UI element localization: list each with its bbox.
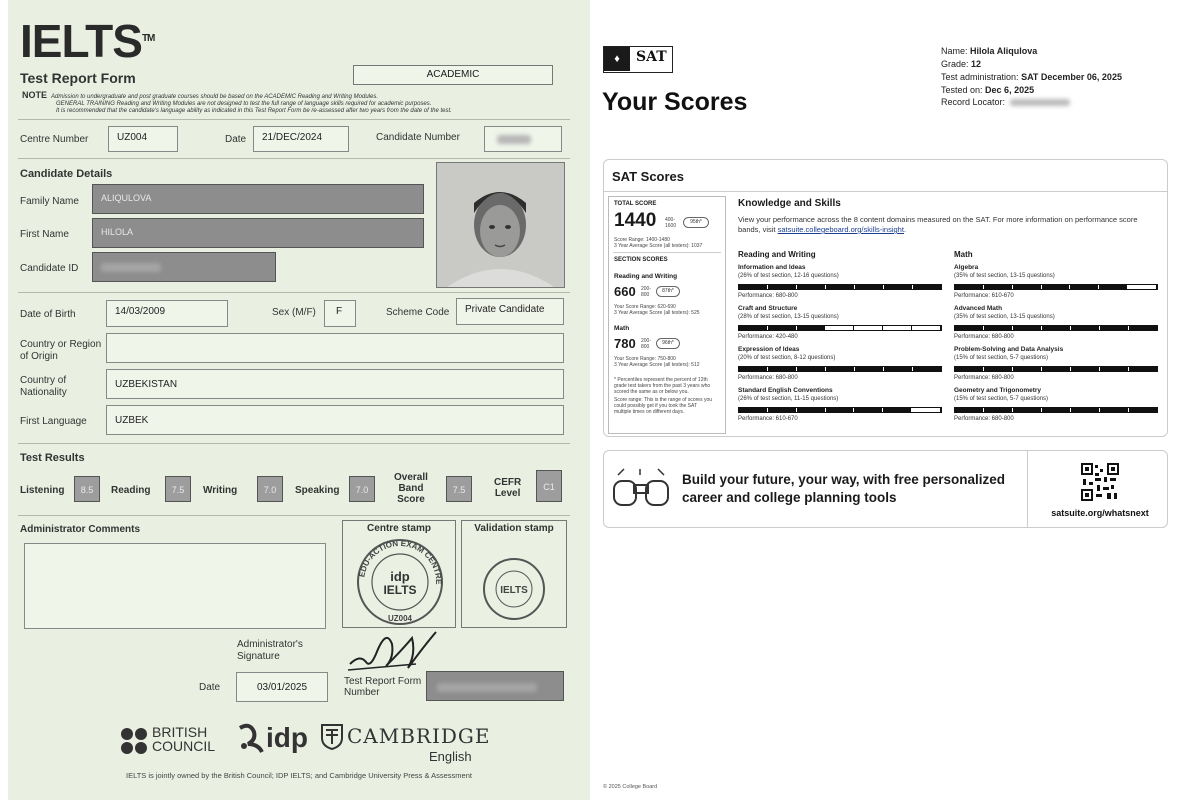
cefr-label: CEFR Level	[494, 477, 522, 499]
bar-segment-filled	[739, 367, 768, 371]
performance-range: Performance: 680-800	[954, 375, 1014, 381]
tested-on: Tested on: Dec 6, 2025	[941, 85, 1035, 95]
performance-bar	[738, 366, 942, 372]
nationality-label: Country of Nationality	[20, 375, 67, 398]
bar-segment-filled	[1099, 285, 1128, 289]
bar-segment-filled	[1070, 285, 1099, 289]
bar-segment-filled	[1013, 326, 1042, 330]
bar-segment-filled	[955, 408, 984, 412]
rw-column-title: Reading and Writing	[738, 250, 816, 259]
bar-segment-empty	[883, 326, 912, 330]
admin-comments-box	[24, 543, 326, 629]
promo-text: Build your future, your way, with free personalized career and college planning tools	[682, 472, 1006, 505]
validation-seal	[476, 551, 552, 627]
sat-report	[598, 0, 1200, 800]
candidate-number-label: Candidate Number	[376, 132, 460, 143]
signature-date-label: Date	[199, 682, 221, 693]
page-title: Your Scores	[602, 88, 748, 116]
domain-item	[738, 387, 943, 427]
bar-segment-filled	[797, 326, 826, 330]
domain-name: Information and Ideas	[738, 264, 806, 271]
ks-description: View your performance across the 8 content domains measured on the SAT. For more information on performance score bands, visit satsuite.collegeboard.org/skills-insight.	[738, 215, 1138, 234]
country-origin-label: Country or Region of Origin	[20, 339, 102, 362]
bar-segment-filled	[984, 367, 1013, 371]
performance-range: Performance: 680-800	[738, 375, 798, 381]
reading-label: Reading	[111, 485, 151, 496]
domain-item	[954, 346, 1159, 386]
svg-text:UZ004: UZ004	[387, 614, 413, 623]
bar-segment-filled	[1042, 367, 1071, 371]
writing-score: 7.0	[257, 476, 283, 502]
first-name: HILOLA	[92, 218, 424, 248]
bar-segment-filled	[913, 285, 941, 289]
performance-range: Performance: 420-480	[738, 334, 798, 340]
bar-segment-filled	[826, 408, 855, 412]
dob-label: Date of Birth	[20, 309, 76, 320]
domain-item	[738, 346, 943, 386]
bar-segment-filled	[984, 285, 1013, 289]
first-language: UZBEK	[106, 405, 564, 435]
domain-detail: (35% of test section, 13-15 questions)	[954, 273, 1055, 279]
total-score: 1440	[614, 210, 657, 231]
record-locator: Record Locator:	[941, 97, 1006, 107]
bar-segment-filled	[955, 367, 984, 371]
admin-signature-label: Administrator's Signature	[237, 639, 303, 662]
svg-text:IELTS: IELTS	[500, 585, 528, 596]
performance-bar	[954, 366, 1158, 372]
svg-text:EDU-ACTION EXAM CENTRE: EDU-ACTION EXAM CENTRE	[357, 538, 444, 585]
ielts-footer: IELTS is jointly owned by the British Council; IDP IELTS; and Cambridge University Press & Assessment	[126, 771, 472, 780]
bar-segment-empty	[912, 408, 941, 412]
scheme-code: Private Candidate	[456, 298, 564, 325]
domain-name: Geometry and Trigonometry	[954, 387, 1042, 394]
module-box: ACADEMIC	[353, 65, 553, 85]
bar-segment-filled	[768, 285, 797, 289]
form-title: Test Report Form	[20, 70, 136, 86]
bar-segment-filled	[768, 326, 797, 330]
bar-segment-filled	[855, 367, 884, 371]
bar-segment-filled	[826, 285, 855, 289]
speaking-label: Speaking	[295, 485, 340, 496]
sex-label: Sex (M/F)	[272, 307, 316, 318]
overall-label: Overall Band Score	[394, 472, 428, 505]
domain-name: Expression of Ideas	[738, 346, 800, 353]
speaking-score: 7.0	[349, 476, 375, 502]
bar-segment-filled	[1013, 285, 1042, 289]
first-name-label: First Name	[20, 229, 69, 240]
signature-icon	[346, 624, 456, 674]
sex: F	[324, 300, 356, 327]
bar-segment-filled	[1013, 408, 1042, 412]
domain-item	[738, 264, 943, 304]
performance-range: Performance: 680-800	[738, 293, 798, 299]
centre-stamp-box: Centre stamp EDU-ACTION EXAM CENTRE idp IELTS UZ004	[342, 520, 456, 628]
domain-detail: (26% of test section, 11-15 questions)	[738, 396, 839, 402]
centre-number-label: Centre Number	[20, 134, 89, 145]
performance-range: Performance: 680-800	[954, 416, 1014, 422]
card-title: SAT Scores	[612, 169, 685, 184]
performance-bar	[738, 325, 942, 331]
bar-segment-filled	[984, 326, 1013, 330]
bar-segment-filled	[1100, 367, 1129, 371]
performance-bar	[738, 407, 942, 413]
domain-detail: (15% of test section, 5-7 questions)	[954, 396, 1049, 402]
svg-text:idp: idp	[390, 569, 410, 584]
test-results-heading: Test Results	[20, 452, 85, 464]
domain-item	[954, 387, 1159, 427]
domain-name: Problem-Solving and Data Analysis	[954, 346, 1064, 353]
listening-label: Listening	[20, 485, 65, 496]
listening-score: 8.5	[74, 476, 100, 502]
bar-segment-filled	[1013, 367, 1042, 371]
grade: Grade: 12	[941, 59, 982, 69]
british-council-logo: BRITISH COUNCIL	[120, 727, 148, 760]
family-name: ALIQULOVA	[92, 184, 424, 214]
bar-segment-filled	[955, 326, 984, 330]
math-percentile: 96th*	[656, 338, 680, 349]
centre-number: UZ004	[108, 126, 178, 152]
bar-segment-filled	[1100, 408, 1129, 412]
idp-logo: idp	[236, 722, 264, 759]
centre-stamp-seal	[353, 537, 447, 627]
bar-segment-filled	[855, 285, 884, 289]
family-name-label: Family Name	[20, 196, 79, 207]
performance-bar	[954, 407, 1158, 413]
bar-segment-filled	[1042, 285, 1071, 289]
domain-detail: (35% of test section, 13-15 questions)	[954, 314, 1055, 320]
total-percentile: 95th*	[683, 217, 709, 228]
bar-segment-filled	[768, 408, 797, 412]
bar-segment-filled	[854, 408, 883, 412]
dob: 14/03/2009	[106, 300, 228, 327]
bar-segment-filled	[984, 408, 1013, 412]
sat-logo: ♦ SAT	[603, 46, 673, 73]
performance-range: Performance: 680-800	[954, 334, 1014, 340]
test-administration: Test administration: SAT December 06, 2025	[941, 72, 1122, 82]
promo-card	[603, 450, 1168, 528]
test-date: 21/DEC/2024	[253, 126, 349, 152]
bar-segment-filled	[955, 285, 984, 289]
admin-comments-label: Administrator Comments	[20, 524, 141, 535]
signature-date: 03/01/2025	[236, 672, 328, 702]
bar-segment-empty	[826, 326, 855, 330]
student-name: Name: Hilola Aliqulova	[941, 46, 1038, 56]
scheme-code-label: Scheme Code	[386, 307, 450, 318]
performance-bar	[954, 284, 1158, 290]
bar-segment-filled	[797, 367, 826, 371]
bar-segment-filled	[739, 408, 768, 412]
domain-item	[738, 305, 943, 345]
bar-segment-filled	[797, 408, 826, 412]
bar-segment-empty	[854, 326, 883, 330]
candidate-photo	[436, 162, 565, 288]
nationality: UZBEKISTAN	[106, 369, 564, 399]
bar-segment-empty	[1128, 285, 1157, 289]
bar-segment-filled	[1129, 367, 1157, 371]
validation-stamp-box: Validation stamp IELTS	[461, 520, 567, 628]
bar-segment-filled	[1129, 408, 1157, 412]
candidate-id-label: Candidate ID	[20, 263, 79, 274]
candidate-number	[484, 126, 562, 152]
binoculars-icon	[610, 467, 672, 511]
domain-name: Advanced Math	[954, 305, 1003, 312]
bar-segment-filled	[826, 367, 855, 371]
bar-segment-filled	[1071, 367, 1100, 371]
skills-insight-link[interactable]: satsuite.collegeboard.org/skills-insight	[777, 225, 904, 234]
writing-label: Writing	[203, 485, 238, 496]
candidate-details-heading: Candidate Details	[20, 168, 113, 180]
bar-segment-filled	[1042, 326, 1071, 330]
performance-range: Performance: 610-670	[954, 293, 1014, 299]
rw-percentile: 87th*	[656, 286, 680, 297]
copyright: © 2025 College Board	[603, 784, 658, 790]
reading-score: 7.5	[165, 476, 191, 502]
bar-segment-filled	[1071, 408, 1100, 412]
performance-bar	[738, 284, 942, 290]
bar-segment-filled	[768, 367, 797, 371]
bar-segment-filled	[884, 367, 913, 371]
bar-segment-filled	[883, 408, 912, 412]
domain-name: Algebra	[954, 264, 979, 271]
performance-range: Performance: 610-670	[738, 416, 798, 422]
date-label: Date	[225, 134, 247, 145]
svg-text:IELTS: IELTS	[383, 583, 417, 597]
domain-name: Craft and Structure	[738, 305, 798, 312]
math-score: 780	[614, 336, 636, 351]
ielts-report	[8, 0, 590, 800]
acorn-icon: ♦	[604, 47, 630, 71]
bar-segment-filled	[739, 326, 768, 330]
cambridge-logo: CAMBRIDGE English	[321, 724, 343, 755]
trf-number	[426, 671, 564, 701]
bar-segment-filled	[1129, 326, 1157, 330]
sat-scores-card	[603, 159, 1168, 437]
domain-item	[954, 264, 1159, 304]
qr-code-icon[interactable]	[1081, 463, 1119, 501]
bar-segment-filled	[739, 285, 768, 289]
trf-number-label: Test Report Form Number	[344, 676, 422, 698]
score-summary: TOTAL SCORE 1440 400-1600 95th* Score Range: 1400-1480 3 Year Average Score (all testers): 1037 SECTION SCORES Reading and Writing 660 200-800 87th* Your Score Range: 620-690 3 Year Average Score (all testers): 525 Math 780 200-800 96th* Your Score Range: 750-800 3 Year Average Score (all testers): 512 * Percentiles represent the percent of 12th grade test takers from the past 3 years who scored the same as or below you. Score range: This is the range of scores you could possibly get if you took the SAT multiple times on different days.	[608, 196, 726, 434]
cefr-level: C1	[536, 470, 562, 502]
bar-segment-filled	[1100, 326, 1129, 330]
domain-detail: (20% of test section, 8-12 questions)	[738, 355, 836, 361]
rw-score: 660	[614, 284, 636, 299]
note: NOTE Admission to undergraduate and post graduate courses should be based on the ACADEMIC Reading and Writing Modules. GENERAL TRAINING Reading and Writing Modules are not designed to test the full range of language skills required for academic purposes. It is recommended that the candidate's language ability as indicated in this Test Report Form be re-assessed after two years from the date of the test.	[22, 90, 452, 114]
domain-detail: (15% of test section, 5-7 questions)	[954, 355, 1049, 361]
overall-score: 7.5	[446, 476, 472, 502]
ielts-logo: IELTS™	[20, 15, 155, 67]
math-column-title: Math	[954, 250, 973, 259]
candidate-id	[92, 252, 276, 282]
domain-name: Standard English Conventions	[738, 387, 833, 394]
domain-detail: (28% of test section, 13-15 questions)	[738, 314, 839, 320]
bar-segment-filled	[1071, 326, 1100, 330]
bar-segment-filled	[797, 285, 826, 289]
bar-segment-empty	[912, 326, 941, 330]
domain-detail: (26% of test section, 12-16 questions)	[738, 273, 839, 279]
performance-bar	[954, 325, 1158, 331]
domain-item	[954, 305, 1159, 345]
whatsnext-link[interactable]: satsuite.org/whatsnext	[1051, 508, 1149, 518]
country-origin	[106, 333, 564, 363]
bar-segment-filled	[913, 367, 941, 371]
bar-segment-filled	[1042, 408, 1071, 412]
first-language-label: First Language	[20, 416, 87, 427]
bar-segment-filled	[884, 285, 913, 289]
ks-title: Knowledge and Skills	[738, 198, 841, 209]
